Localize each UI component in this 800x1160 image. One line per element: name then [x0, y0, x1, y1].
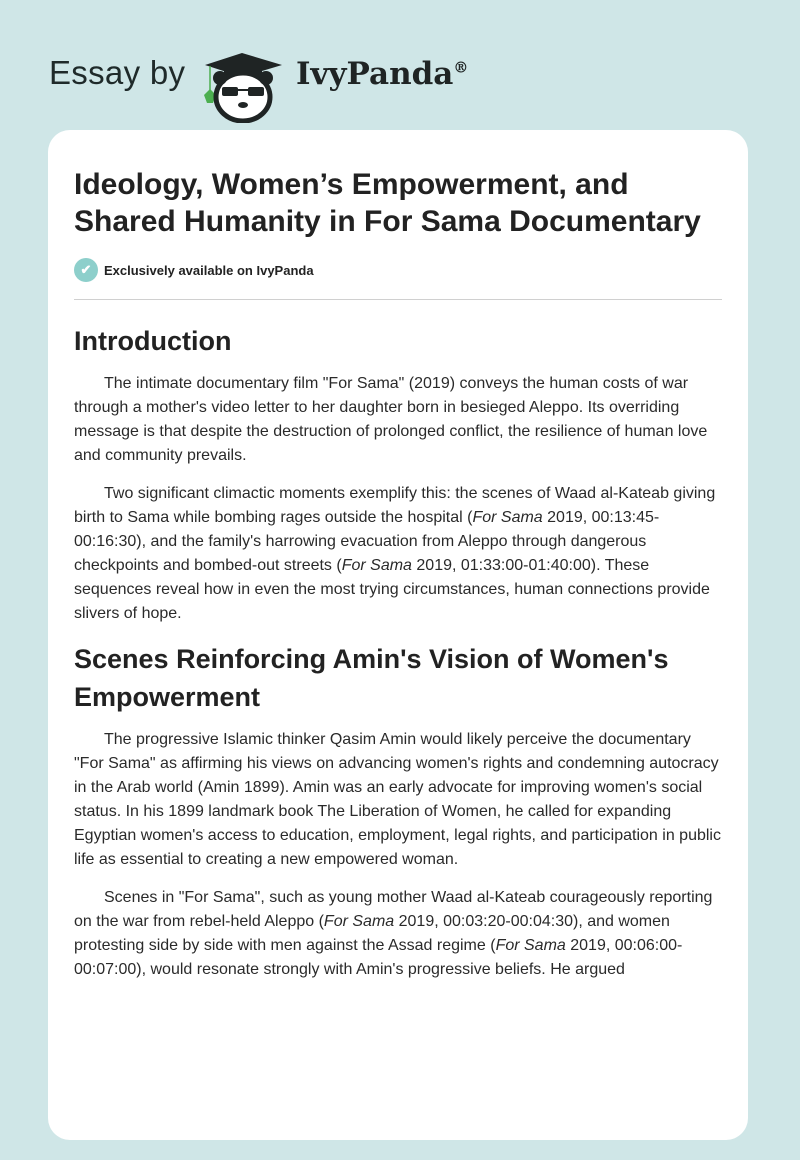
text-segment: 2019, 00:06:00-00:07:00), would resonate strongly with Amin's progressive beliefs. He argued [74, 937, 683, 978]
brand-name[interactable] [296, 56, 468, 92]
text-segment: 2019, 00:13:45-00:16:30), and the family's harrowing evacuation from Aleppo through dangerous checkpoints and bombed-out streets ( [74, 509, 660, 574]
film-title-italic: For Sama [323, 913, 395, 930]
check-icon: ✔ [74, 258, 98, 282]
divider [74, 299, 722, 300]
section-heading: Introduction [74, 326, 232, 356]
essay-title: Ideology, Women’s Empowerment, and Shared Humanity in For Sama Documentary [74, 168, 701, 238]
essay-card [48, 130, 748, 1140]
ivypanda-logo-icon[interactable] [200, 53, 290, 123]
essay-by-label: Essay by [49, 54, 186, 91]
text-segment: 2019, 00:03:20-00:04:30), and women protesting side by side with men against the Assad regime ( [74, 913, 670, 954]
text-segment: The intimate documentary film "For Sama" (2019) conveys the human costs of war through a mother's video letter to her daughter born in besieged Aleppo. Its overriding message is that despite the destruction of prolonged conflict, the resilience of human love and community prevails. [74, 375, 708, 464]
film-title-italic: For Sama [472, 509, 543, 526]
paragraph [74, 372, 722, 468]
badge-text: Exclusively available on IvyPanda [104, 262, 314, 278]
text-segment: 2019, 01:33:00-01:40:00). These sequences reveal how in even the most trying circumstances, human connections provide slivers of hope. [74, 557, 710, 622]
essay-body [74, 322, 722, 982]
text-segment: Two significant climactic moments exemplify this: the scenes of Waad al-Kateab giving birth to Sama while bombing rages outside the hospital ( [74, 485, 716, 526]
section-heading: Scenes Reinforcing Amin's Vision of Women's Empowerment [74, 644, 669, 712]
paragraph [74, 886, 722, 982]
paragraph [74, 482, 722, 626]
text-segment: Scenes in "For Sama", such as young mother Waad al-Kateab courageously reporting on the war from rebel-held Aleppo ( [74, 889, 713, 930]
text-segment: The progressive Islamic thinker Qasim Amin would likely perceive the documentary "For Sama" as affirming his views on advancing women's rights and condemning autocracy in the Arab world (Amin 1899). Amin was an early advocate for improving women's social status. In his 1899 landmark book The Liberation of Women, he called for expanding Egyptian women's access to education, employment, legal rights, and participation in public life as essential to creating a new empowered woman. [74, 731, 721, 868]
film-title-italic: For Sama [341, 557, 412, 574]
film-title-italic: For Sama [495, 937, 566, 954]
site-header [0, 20, 800, 120]
exclusive-badge [74, 258, 722, 282]
paragraph [74, 728, 722, 872]
registered-mark: ® [453, 58, 469, 77]
brand-text: IvyPanda [296, 56, 454, 92]
